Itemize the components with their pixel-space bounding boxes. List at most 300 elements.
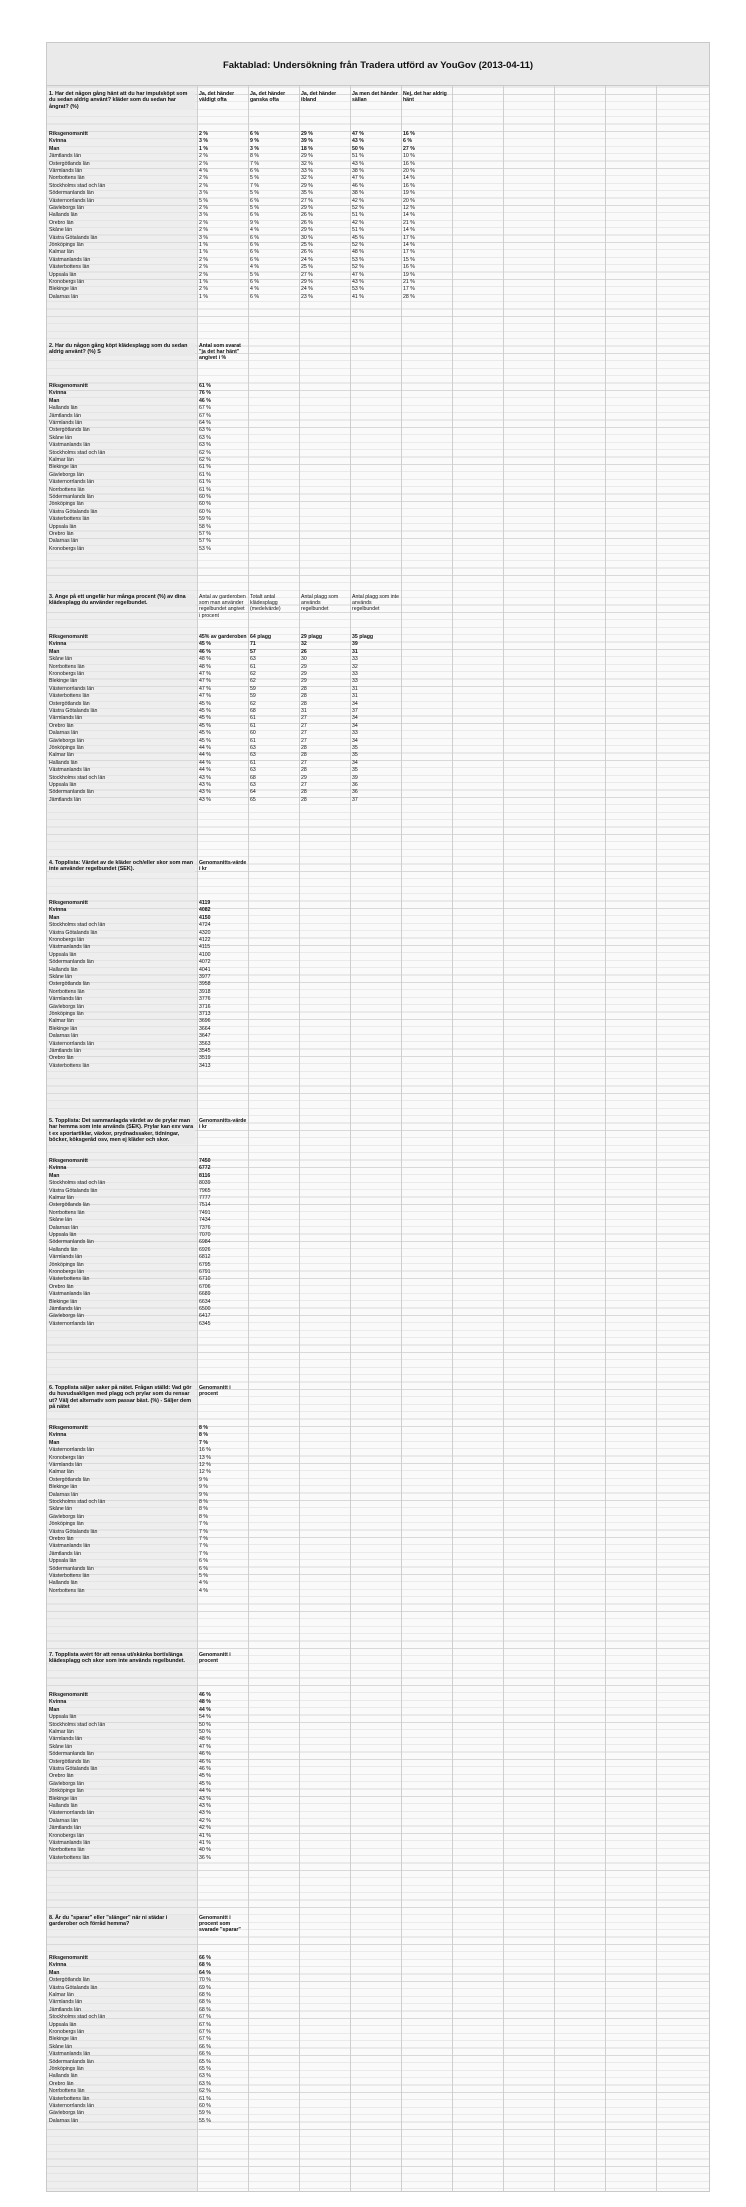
row-label: Norrbottens län — [49, 175, 85, 182]
row-label: Östergötlands län — [49, 700, 90, 707]
cell-value: 51 % — [352, 227, 364, 234]
cell-value: 38 % — [352, 168, 364, 174]
row-label: Västernorrlands län — [49, 2103, 94, 2109]
cell-value: 3977 — [199, 974, 211, 980]
cell-value: 57 % — [199, 531, 211, 537]
cell-value: 13 % — [199, 1454, 211, 1461]
row-label: Hallands län — [49, 966, 78, 973]
cell-value: 47 % — [352, 175, 364, 182]
table-row — [47, 944, 710, 951]
row-label: Skåne län — [49, 1743, 73, 1750]
cell-value: 28 — [301, 693, 307, 700]
cell-value: 43 % — [199, 1803, 211, 1809]
table-row — [47, 974, 710, 981]
table-row — [47, 1188, 710, 1195]
cell-value: 47 % — [352, 271, 364, 278]
cell-value: 34 — [352, 700, 358, 707]
cell-value: 39 — [352, 774, 358, 781]
table-row — [47, 1210, 710, 1217]
cell-value: 29 % — [301, 131, 313, 137]
cell-value: 57 — [250, 648, 256, 655]
question-text: 3. Ange på ett ungefär hur många procent (%) av dina klädesplagg du använder regelbundet. — [49, 594, 195, 607]
row-label: Örebro län — [49, 1773, 74, 1780]
table-row — [47, 538, 710, 545]
cell-value: 1 % — [199, 279, 208, 285]
cell-value: 30 % — [301, 234, 313, 241]
table-row — [47, 1432, 710, 1439]
cell-value: 63 % — [199, 442, 211, 449]
cell-value: 68 % — [199, 1962, 211, 1969]
row-label: Västra Götalands län — [49, 929, 98, 936]
cell-value: 65 — [250, 796, 256, 803]
table-row — [47, 1462, 710, 1469]
table-row — [47, 249, 710, 256]
cell-value: 67 % — [199, 412, 211, 419]
row-label: Västerbottens län — [49, 1276, 90, 1283]
cell-value: 66 % — [199, 2051, 211, 2058]
cell-value: 7070 — [199, 1232, 211, 1238]
cell-value: 61 — [250, 715, 256, 722]
table-row — [47, 723, 710, 730]
table-row — [47, 546, 710, 553]
cell-value: 33 — [352, 678, 358, 685]
row-label: Västernorrlands län — [49, 685, 94, 692]
cell-value: 25 % — [301, 242, 313, 248]
cell-value: 5 % — [250, 205, 259, 211]
cell-value: 28 — [301, 685, 307, 692]
cell-value: 61 % — [199, 471, 211, 478]
row-label: Jämtlands län — [49, 412, 82, 419]
cell-value: 45 % — [199, 730, 211, 737]
cell-value: 3 % — [199, 138, 208, 145]
table-row — [47, 1447, 710, 1454]
cell-value: 61 — [250, 737, 256, 744]
cell-value: 3 % — [199, 234, 208, 241]
cell-value: 7 % — [199, 1536, 208, 1542]
row-label: Gävleborgs län — [49, 2110, 84, 2117]
cell-value: 20 % — [403, 168, 415, 174]
table-row — [47, 1992, 710, 1999]
cell-value: 26 % — [301, 249, 313, 256]
table-row — [47, 1692, 710, 1699]
row-label: Kvinna — [49, 907, 67, 914]
row-label: Skåne län — [49, 1506, 73, 1513]
cell-value: 19 % — [403, 190, 415, 197]
cell-value: 26 % — [301, 212, 313, 219]
cell-value: 67 % — [199, 405, 211, 412]
cell-value: 4 % — [250, 264, 259, 271]
table-row — [47, 1766, 710, 1773]
table-row — [47, 930, 710, 937]
cell-value: 37 — [352, 796, 358, 803]
cell-value: 6 % — [250, 249, 259, 256]
column-header: Nej, det har aldrig hänt — [403, 91, 447, 104]
cell-value: 50 % — [352, 145, 364, 152]
row-label: Västmanlands län — [49, 1840, 91, 1846]
cell-value: 4724 — [199, 922, 211, 929]
row-label: Skåne län — [49, 1217, 73, 1224]
cell-value: 29 — [301, 671, 307, 677]
cell-value: 47 % — [199, 685, 211, 692]
row-label: Värmlands län — [49, 1999, 83, 2006]
table-row — [47, 420, 710, 427]
row-label: Man — [49, 914, 60, 921]
cell-value: 24 % — [301, 286, 313, 293]
cell-value: 6 % — [250, 293, 259, 300]
cell-value: 64 plagg — [250, 634, 272, 640]
row-label: Uppsala län — [49, 1714, 77, 1721]
row-label: Västernorrlands län — [49, 1320, 94, 1327]
cell-value: 47 % — [199, 1743, 211, 1750]
cell-value: 2 % — [199, 131, 208, 137]
cell-value: 38 % — [352, 190, 364, 197]
row-label: Västra Götalands län — [49, 1984, 98, 1991]
cell-value: 62 % — [199, 2088, 211, 2095]
row-label: Värmlands län — [49, 168, 83, 174]
cell-value: 4115 — [199, 944, 211, 951]
cell-value: 7 % — [199, 1439, 208, 1446]
table-row — [47, 1217, 710, 1224]
cell-value: 31 — [301, 708, 307, 714]
cell-value: 62 % — [199, 457, 211, 463]
table-row — [47, 1165, 710, 1172]
row-label: Gävleborgs län — [49, 737, 84, 744]
table-row — [47, 649, 710, 656]
cell-value: 61 % — [199, 383, 211, 389]
row-label: Kalmar län — [49, 1729, 74, 1735]
cell-value: 20 % — [403, 197, 415, 204]
row-label: Västra Götalands län — [49, 1766, 98, 1772]
row-label: Uppsala län — [49, 2021, 77, 2028]
row-label: Västra Götalands län — [49, 1187, 98, 1194]
cell-value: 35 — [352, 767, 358, 774]
cell-value: 2 % — [199, 153, 208, 160]
cell-value: 45 % — [199, 641, 211, 648]
cell-value: 3696 — [199, 1018, 211, 1025]
cell-value: 48 % — [199, 1736, 211, 1743]
table-row — [47, 1521, 710, 1528]
cell-value: 3716 — [199, 1003, 211, 1010]
cell-value: 29 % — [301, 227, 313, 234]
cell-value: 46 % — [199, 1766, 211, 1772]
cell-value: 8 % — [199, 1513, 208, 1520]
cell-value: 6 % — [250, 131, 259, 137]
table-row — [47, 1773, 710, 1780]
cell-value: 3545 — [199, 1048, 211, 1054]
table-row — [47, 405, 710, 412]
column-header: Genomsnitts-värde i kr — [199, 1118, 247, 1131]
cell-value: 18 % — [301, 145, 313, 152]
table-row — [47, 1033, 710, 1040]
table-row — [47, 242, 710, 249]
column-header: Genomsnitt i procent som svarade "sparar" — [199, 1915, 241, 1934]
table-row — [47, 797, 710, 804]
column-header: Ja men det händer sällan — [352, 91, 398, 104]
cell-value: 28 — [301, 796, 307, 803]
row-label: Hallands län — [49, 1580, 78, 1587]
cell-value: 42 % — [352, 197, 364, 204]
cell-value: 27 % — [301, 271, 313, 278]
row-label: Norrbottens län — [49, 1587, 85, 1594]
cell-value: 2 % — [199, 264, 208, 271]
table-row — [47, 1833, 710, 1840]
cell-value: 63 — [250, 767, 256, 774]
cell-value: 6 % — [199, 1565, 208, 1572]
table-row — [47, 464, 710, 471]
table-row — [47, 634, 710, 641]
row-label: Hallands län — [49, 1803, 78, 1809]
grid-column-line — [503, 43, 504, 2191]
cell-value: 55 % — [199, 2117, 211, 2124]
row-label: Gävleborgs län — [49, 1003, 84, 1010]
cell-value: 59 — [250, 685, 256, 692]
cell-value: 8 % — [199, 1432, 208, 1439]
row-label: Östergötlands län — [49, 1476, 90, 1483]
table-row — [47, 1970, 710, 1977]
cell-value: 42 % — [199, 1817, 211, 1824]
cell-value: 4041 — [199, 966, 211, 973]
cell-value: 29 — [301, 663, 307, 670]
table-row — [47, 235, 710, 242]
cell-value: 2 % — [199, 205, 208, 211]
row-label: Blekinge län — [49, 1298, 78, 1305]
table-row — [47, 1499, 710, 1506]
table-row — [47, 2066, 710, 2073]
cell-value: 7450 — [199, 1158, 211, 1164]
cell-value: 6795 — [199, 1261, 211, 1268]
cell-value: 6812 — [199, 1254, 211, 1261]
table-row — [47, 1254, 710, 1261]
table-row — [47, 457, 710, 464]
cell-value: 16 % — [403, 131, 415, 137]
table-row — [47, 715, 710, 722]
cell-value: 1 % — [199, 145, 208, 152]
table-row — [47, 767, 710, 774]
cell-value: 9 % — [250, 138, 259, 145]
table-row — [47, 2044, 710, 2051]
cell-value: 32 — [301, 641, 307, 648]
cell-value: 34 — [352, 715, 358, 722]
cell-value: 8 % — [199, 1506, 208, 1513]
cell-value: 4 % — [250, 286, 259, 293]
table-row — [47, 1158, 710, 1165]
row-label: Västernorrlands län — [49, 197, 94, 204]
row-label: Jönköpings län — [49, 1521, 84, 1528]
row-label: Skåne län — [49, 434, 73, 441]
table-row — [47, 264, 710, 271]
row-label: Jämtlands län — [49, 153, 82, 160]
cell-value: 68 % — [199, 1992, 211, 1998]
table-row — [47, 1759, 710, 1766]
grid-column-line — [248, 43, 249, 2191]
table-row — [47, 1048, 710, 1055]
cell-value: 45 % — [199, 700, 211, 707]
row-label: Norrbottens län — [49, 1209, 85, 1216]
cell-value: 7 % — [199, 1550, 208, 1557]
cell-value: 27 — [301, 730, 307, 737]
table-row — [47, 915, 710, 922]
cell-value: 6 % — [403, 138, 412, 145]
cell-value: 63 — [250, 656, 256, 663]
table-row — [47, 390, 710, 397]
cell-value: 71 — [250, 641, 256, 648]
cell-value: 65 % — [199, 2066, 211, 2072]
row-label: Västmanlands län — [49, 944, 91, 951]
row-label: Riksgenomsnitt — [49, 1158, 88, 1164]
cell-value: 3776 — [199, 996, 211, 1003]
cell-value: 14 % — [403, 227, 415, 234]
grid-column-line — [605, 43, 606, 2191]
cell-value: 6500 — [199, 1306, 211, 1312]
question-text: 7. Topplista avért för att rensa ut/skänka bort/slänga klädesplagg och skor som inte används regelbundet. — [49, 1652, 195, 1665]
table-row — [47, 1180, 710, 1187]
row-label: Skåne län — [49, 227, 73, 234]
cell-value: 66 % — [199, 1955, 211, 1961]
column-header: Genomsnitt i procent — [199, 1652, 231, 1665]
cell-value: 27 % — [301, 197, 313, 204]
cell-value: 35 — [352, 745, 358, 751]
row-label: Riksgenomsnitt — [49, 1692, 88, 1698]
table-row — [47, 1477, 710, 1484]
table-row — [47, 1722, 710, 1729]
cell-value: 61 — [250, 663, 256, 670]
table-row — [47, 678, 710, 685]
cell-value: 7514 — [199, 1202, 211, 1209]
cell-value: 6 % — [199, 1558, 208, 1565]
cell-value: 44 % — [199, 1706, 211, 1713]
row-label: Västerbottens län — [49, 1854, 90, 1861]
cell-value: 61 % — [199, 2095, 211, 2102]
table-row — [47, 383, 710, 390]
row-label: Man — [49, 1706, 60, 1713]
row-label: Kalmar län — [49, 752, 74, 759]
row-label: Kvinna — [49, 390, 67, 397]
table-row — [47, 1321, 710, 1328]
table-row — [47, 286, 710, 293]
table-row — [47, 1751, 710, 1758]
cell-value: 28 — [301, 700, 307, 707]
column-header: Ja, det händer väldigt ofta — [199, 91, 235, 104]
cell-value: 1 % — [199, 293, 208, 300]
row-label: Jämtlands län — [49, 1048, 82, 1054]
cell-value: 24 % — [301, 256, 313, 263]
cell-value: 29 % — [301, 153, 313, 160]
row-label: Man — [49, 397, 60, 404]
cell-value: 16 % — [403, 264, 415, 271]
cell-value: 3958 — [199, 981, 211, 988]
cell-value: 26 — [301, 648, 307, 655]
table-row — [47, 220, 710, 227]
question-text: 5. Topplista: Det sammanlagda värdet av de prylar man har hemma som inte används (SEK). Prylar kan exv vara t ex sportartiklar, växkor, prydnadssaker, tidningar, böcker, köksgerād osv, men ej kläder och skor. — [49, 1118, 194, 1144]
row-label: Örebro län — [49, 219, 74, 226]
cell-value: 25 % — [301, 264, 313, 271]
row-label: Blekinge län — [49, 464, 78, 471]
row-label: Blekinge län — [49, 1795, 78, 1802]
table-row — [47, 1055, 710, 1062]
cell-value: 35 plagg — [352, 634, 374, 640]
row-label: Norrbottens län — [49, 988, 85, 995]
cell-value: 52 % — [352, 205, 364, 211]
cell-value: 7 % — [199, 1528, 208, 1535]
table-row — [47, 1455, 710, 1462]
cell-value: 40 % — [199, 1847, 211, 1854]
cell-value: 1 % — [199, 242, 208, 248]
column-header: Antal plagg som används regelbundet — [301, 594, 339, 613]
table-row — [47, 745, 710, 752]
cell-value: 68 % — [199, 2006, 211, 2013]
row-label: Riksgenomsnitt — [49, 1425, 88, 1431]
table-row — [47, 1714, 710, 1721]
row-label: Jönköpings län — [49, 501, 84, 508]
table-row — [47, 1825, 710, 1832]
cell-value: 17 % — [403, 249, 415, 256]
cell-value: 14 % — [403, 212, 415, 219]
cell-value: 58 % — [199, 523, 211, 530]
row-label: Kvinna — [49, 1962, 67, 1969]
row-label: Södermanlands län — [49, 2058, 94, 2065]
row-label: Kronobergs län — [49, 1832, 85, 1839]
table-row — [47, 708, 710, 715]
row-label: Jämtlands län — [49, 1550, 82, 1557]
cell-value: 35 — [352, 752, 358, 759]
row-label: Örebro län — [49, 531, 74, 537]
table-row — [47, 398, 710, 405]
cell-value: 60 % — [199, 508, 211, 515]
spreadsheet — [46, 42, 710, 2192]
table-row — [47, 1018, 710, 1025]
row-label: Jämtlands län — [49, 796, 82, 803]
row-label: Riksgenomsnitt — [49, 900, 88, 906]
table-row — [47, 1063, 710, 1070]
cell-value: 45 % — [199, 1780, 211, 1787]
row-label: Östergötlands län — [49, 1977, 90, 1984]
cell-value: 63 % — [199, 427, 211, 434]
table-row — [47, 1847, 710, 1854]
cell-value: 12 % — [199, 1462, 211, 1468]
row-label: Jämtlands län — [49, 1306, 82, 1312]
row-label: Stockholms stad och län — [49, 449, 106, 456]
row-label: Örebro län — [49, 1536, 74, 1542]
row-label: Hallands län — [49, 759, 78, 766]
table-row — [47, 472, 710, 479]
row-label: Dalarnas län — [49, 1491, 79, 1498]
cell-value: 33 — [352, 671, 358, 677]
cell-value: 62 — [250, 700, 256, 707]
cell-value: 16 % — [403, 160, 415, 167]
cell-value: 7376 — [199, 1224, 211, 1231]
table-row — [47, 1440, 710, 1447]
table-row — [47, 2118, 710, 2125]
cell-value: 43 % — [199, 782, 211, 788]
table-row — [47, 686, 710, 693]
table-row — [47, 413, 710, 420]
cell-value: 32 % — [301, 175, 313, 182]
cell-value: 68 — [250, 774, 256, 781]
cell-value: 45 % — [199, 737, 211, 744]
table-row — [47, 1977, 710, 1984]
table-row — [47, 701, 710, 708]
cell-value: 14 % — [403, 242, 415, 248]
cell-value: 60 — [250, 730, 256, 737]
cell-value: 9 % — [199, 1491, 208, 1498]
table-row — [47, 1492, 710, 1499]
table-row — [47, 1262, 710, 1269]
cell-value: 6345 — [199, 1320, 211, 1327]
row-label: Uppsala län — [49, 951, 77, 958]
table-row — [47, 1247, 710, 1254]
cell-value: 6772 — [199, 1165, 211, 1172]
row-label: Norrbottens län — [49, 486, 85, 493]
